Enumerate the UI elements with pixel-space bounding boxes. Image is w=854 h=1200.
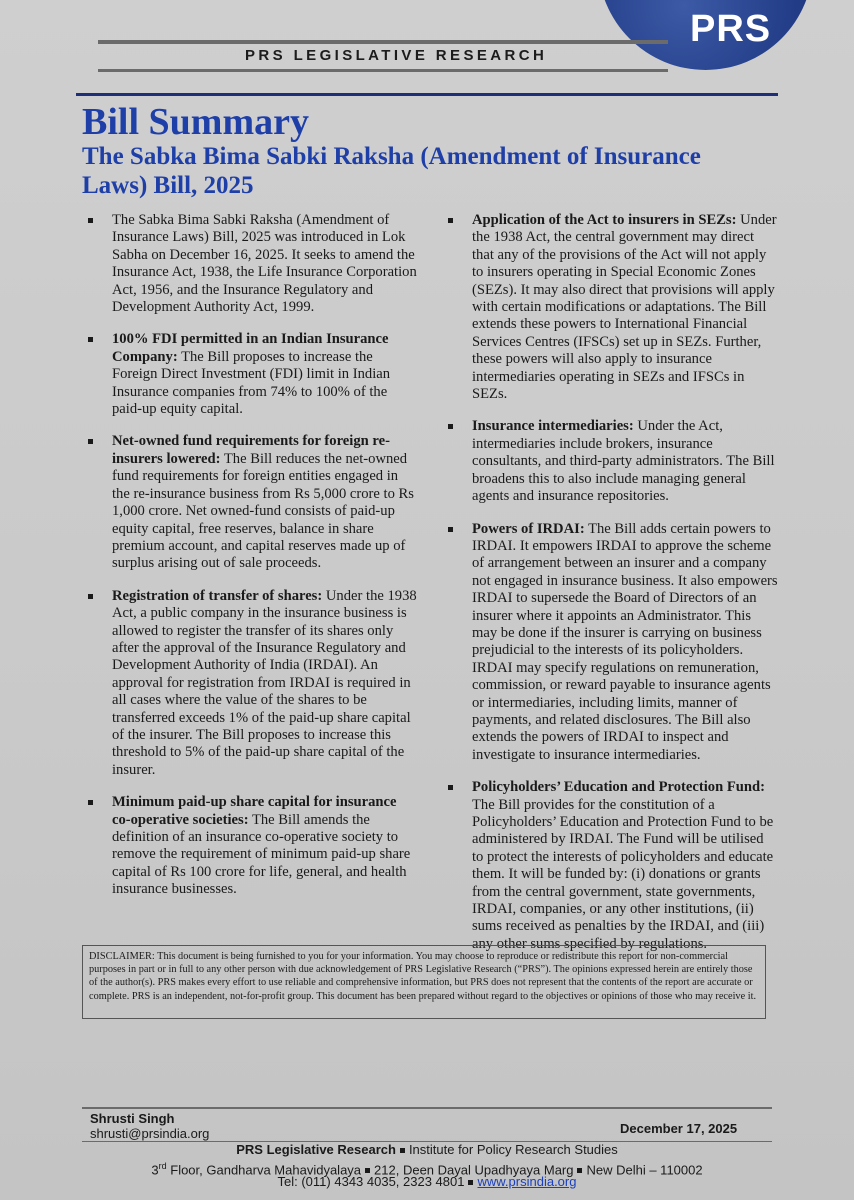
page-title: Bill Summary <box>82 101 309 143</box>
prs-logo: PRS <box>690 8 772 50</box>
list-item <box>448 418 778 505</box>
right-column <box>448 212 778 968</box>
separator-square-icon <box>365 1168 370 1173</box>
footer-rule <box>82 1107 772 1109</box>
separator-square-icon <box>400 1148 405 1153</box>
bullet-icon <box>448 527 453 532</box>
bullet-icon <box>88 800 93 805</box>
list-item <box>88 433 418 572</box>
bill-title: The Sabka Bima Sabki Raksha (Amendment of Insurance Laws) Bill, 2025 <box>82 143 701 199</box>
footer-street: 212, Deen Dayal Upadhyaya Marg <box>374 1162 574 1178</box>
footer-contact-line <box>0 1174 854 1190</box>
bullet-icon <box>88 439 93 444</box>
item-text: The Bill amends the definition of an insurance co-operative society to remove the requirement of minimum paid-up share capital of Rs 100 crore for life, general, and health insurance businesses. <box>112 811 411 898</box>
item-text: The Sabka Bima Sabki Raksha (Amendment of Insurance Laws) Bill, 2025 was introduced in Lok Sabha on December 16, 2025. It seeks to amend the Insurance Act, 1938, the Life Insurance Corporation Act, 1956, and the Insurance Regulatory and Development Authority Act, 1999. <box>112 212 417 316</box>
item-text: Under the 1938 Act, a public company in the insurance business is allowed to register the transfer of its shares only after the approval of the Insurance Regulatory and Development Authority of India (IRDAI). An approval for registration from IRDAI is required in all cases where the value of the shares to be transferred exceeds 1% of the paid-up share capital of the insurer. The Bill proposes to increase this threshold to 5% of the paid-up share capital of the insurer. <box>112 587 417 778</box>
separator-square-icon <box>577 1168 582 1173</box>
list-item <box>88 794 418 898</box>
left-column <box>88 212 418 914</box>
item-text: The Bill provides for the constitution of a Policyholders’ Education and Protection Fund to be administered by IRDAI. The Fund will be utilised to protect the interests of policyholders and educate them. It will be funded by: (i) donations or grants from the central government, state governments, IRDAI, companies, or any other institutions, (ii) sums received as penalties by the IRDAI, and (iii) any other sums specified by regulations. <box>472 796 774 952</box>
footer-org-line <box>0 1142 854 1158</box>
bullet-icon <box>88 594 93 599</box>
website-link[interactable]: www.prsindia.org <box>477 1174 577 1189</box>
footer-tel: Tel: (011) 4343 4035, 2323 4801 <box>277 1174 465 1189</box>
author-name: Shrusti Singh <box>90 1111 175 1126</box>
item-heading: Policyholders’ Education and Protection Fund: <box>472 779 765 796</box>
footer-floor-number: 3 <box>151 1162 159 1178</box>
footer-floor-suffix: rd <box>158 1161 167 1171</box>
list-item <box>88 331 418 418</box>
item-heading: Insurance intermediaries: <box>472 418 634 435</box>
header-rule-middle <box>98 69 668 72</box>
footer-city: New Delhi – 110002 <box>586 1162 703 1178</box>
item-text: The Bill reduces the net-owned fund requirements for foreign entities engaged in the re-insurance business from Rs 5,000 crore to Rs 1,000 crore. Net owned-fund consists of paid-up equity capital, free reserves, balance in share premium account, and capital reserves made up of surplus arising out of sale proceeds. <box>112 450 414 572</box>
header-rule-top <box>98 40 668 44</box>
item-text: Under the 1938 Act, the central government may direct that any of the provisions of the Act will not apply to insurers operating in Special Economic Zones (SEZs). It may also direct that provisions will apply with certain modifications or adaptations. The Bill extends these powers to International Financial Services Centres (IFSCs) set up in SEZs. Further, these powers will also apply to insurance intermediaries operating in SEZs and IFSCs in SEZs. <box>472 212 777 403</box>
item-heading: Minimum paid-up share capital for insurance co-operative societies: <box>112 794 397 828</box>
header-rule-blue <box>76 93 778 96</box>
item-text: The Bill adds certain powers to IRDAI. It empowers IRDAI to approve the scheme of arrangement between an insurer and a company not engaged in insurance business. It also empowers IRDAI to supersede the Board of Directors of an insurer where it appoints an Administrator. This may be done if the insurer is carrying on business prejudicial to the interests of its policyholders. IRDAI may specify regulations on remuneration, commission, or reward payable to insurance agents or intermediaries, including limits, manner of payments, and related disclosures. The Bill also extends the powers of IRDAI to inspect and investigate to insurance intermediaries. <box>472 520 778 763</box>
bullet-icon <box>88 337 93 342</box>
bullet-icon <box>448 218 453 223</box>
author-email[interactable]: shrusti@prsindia.org <box>90 1126 210 1141</box>
item-heading: Powers of IRDAI: <box>472 520 585 537</box>
list-item <box>448 212 778 403</box>
list-item <box>448 521 778 765</box>
bullet-icon <box>448 785 453 790</box>
item-text: The Bill proposes to increase the Foreign Direct Investment (FDI) limit in Indian Insurance companies from 74% to 100% of the paid-up equity capital. <box>112 348 391 418</box>
footer-institute: Institute for Policy Research Studies <box>408 1142 618 1157</box>
separator-square-icon <box>468 1180 473 1185</box>
list-item <box>88 212 418 316</box>
list-item <box>88 588 418 779</box>
publish-date: December 17, 2025 <box>620 1121 738 1136</box>
bullet-icon <box>448 424 453 429</box>
bullet-icon <box>88 218 93 223</box>
footer-org-name: PRS Legislative Research <box>236 1142 396 1157</box>
org-banner: PRS LEGISLATIVE RESEARCH <box>245 47 548 64</box>
footer-floor: Floor, Gandharva Mahavidyalaya <box>166 1162 362 1178</box>
list-item <box>448 779 778 953</box>
disclaimer-box: DISCLAIMER: This document is being furnished to you for your information. You may choose to reproduce or redistribute this report for non-commercial purposes in part or in full to any other person with due acknowledgement of PRS Legislative Research (“PRS”). The opinions expressed herein are entirely those of the author(s). PRS makes every effort to use reliable and comprehensive information, but PRS does not represent that the contents of the report are accurate or complete. PRS is an independent, not-for-profit group. This document has been prepared without regard to the objectives or opinions of those who may receive it. <box>82 945 766 1019</box>
item-heading: 100% FDI permitted in an Indian Insurance Company: <box>112 331 389 365</box>
item-heading: Net-owned fund requirements for foreign re-insurers lowered: <box>112 433 390 467</box>
item-heading: Registration of transfer of shares: <box>112 587 323 604</box>
item-heading: Application of the Act to insurers in SEZs: <box>472 212 737 228</box>
item-text: Under the Act, intermediaries include brokers, insurance consultants, and third-party administrators. The Bill broadens this to also include managing general agents and insurance repositories. <box>472 418 775 505</box>
